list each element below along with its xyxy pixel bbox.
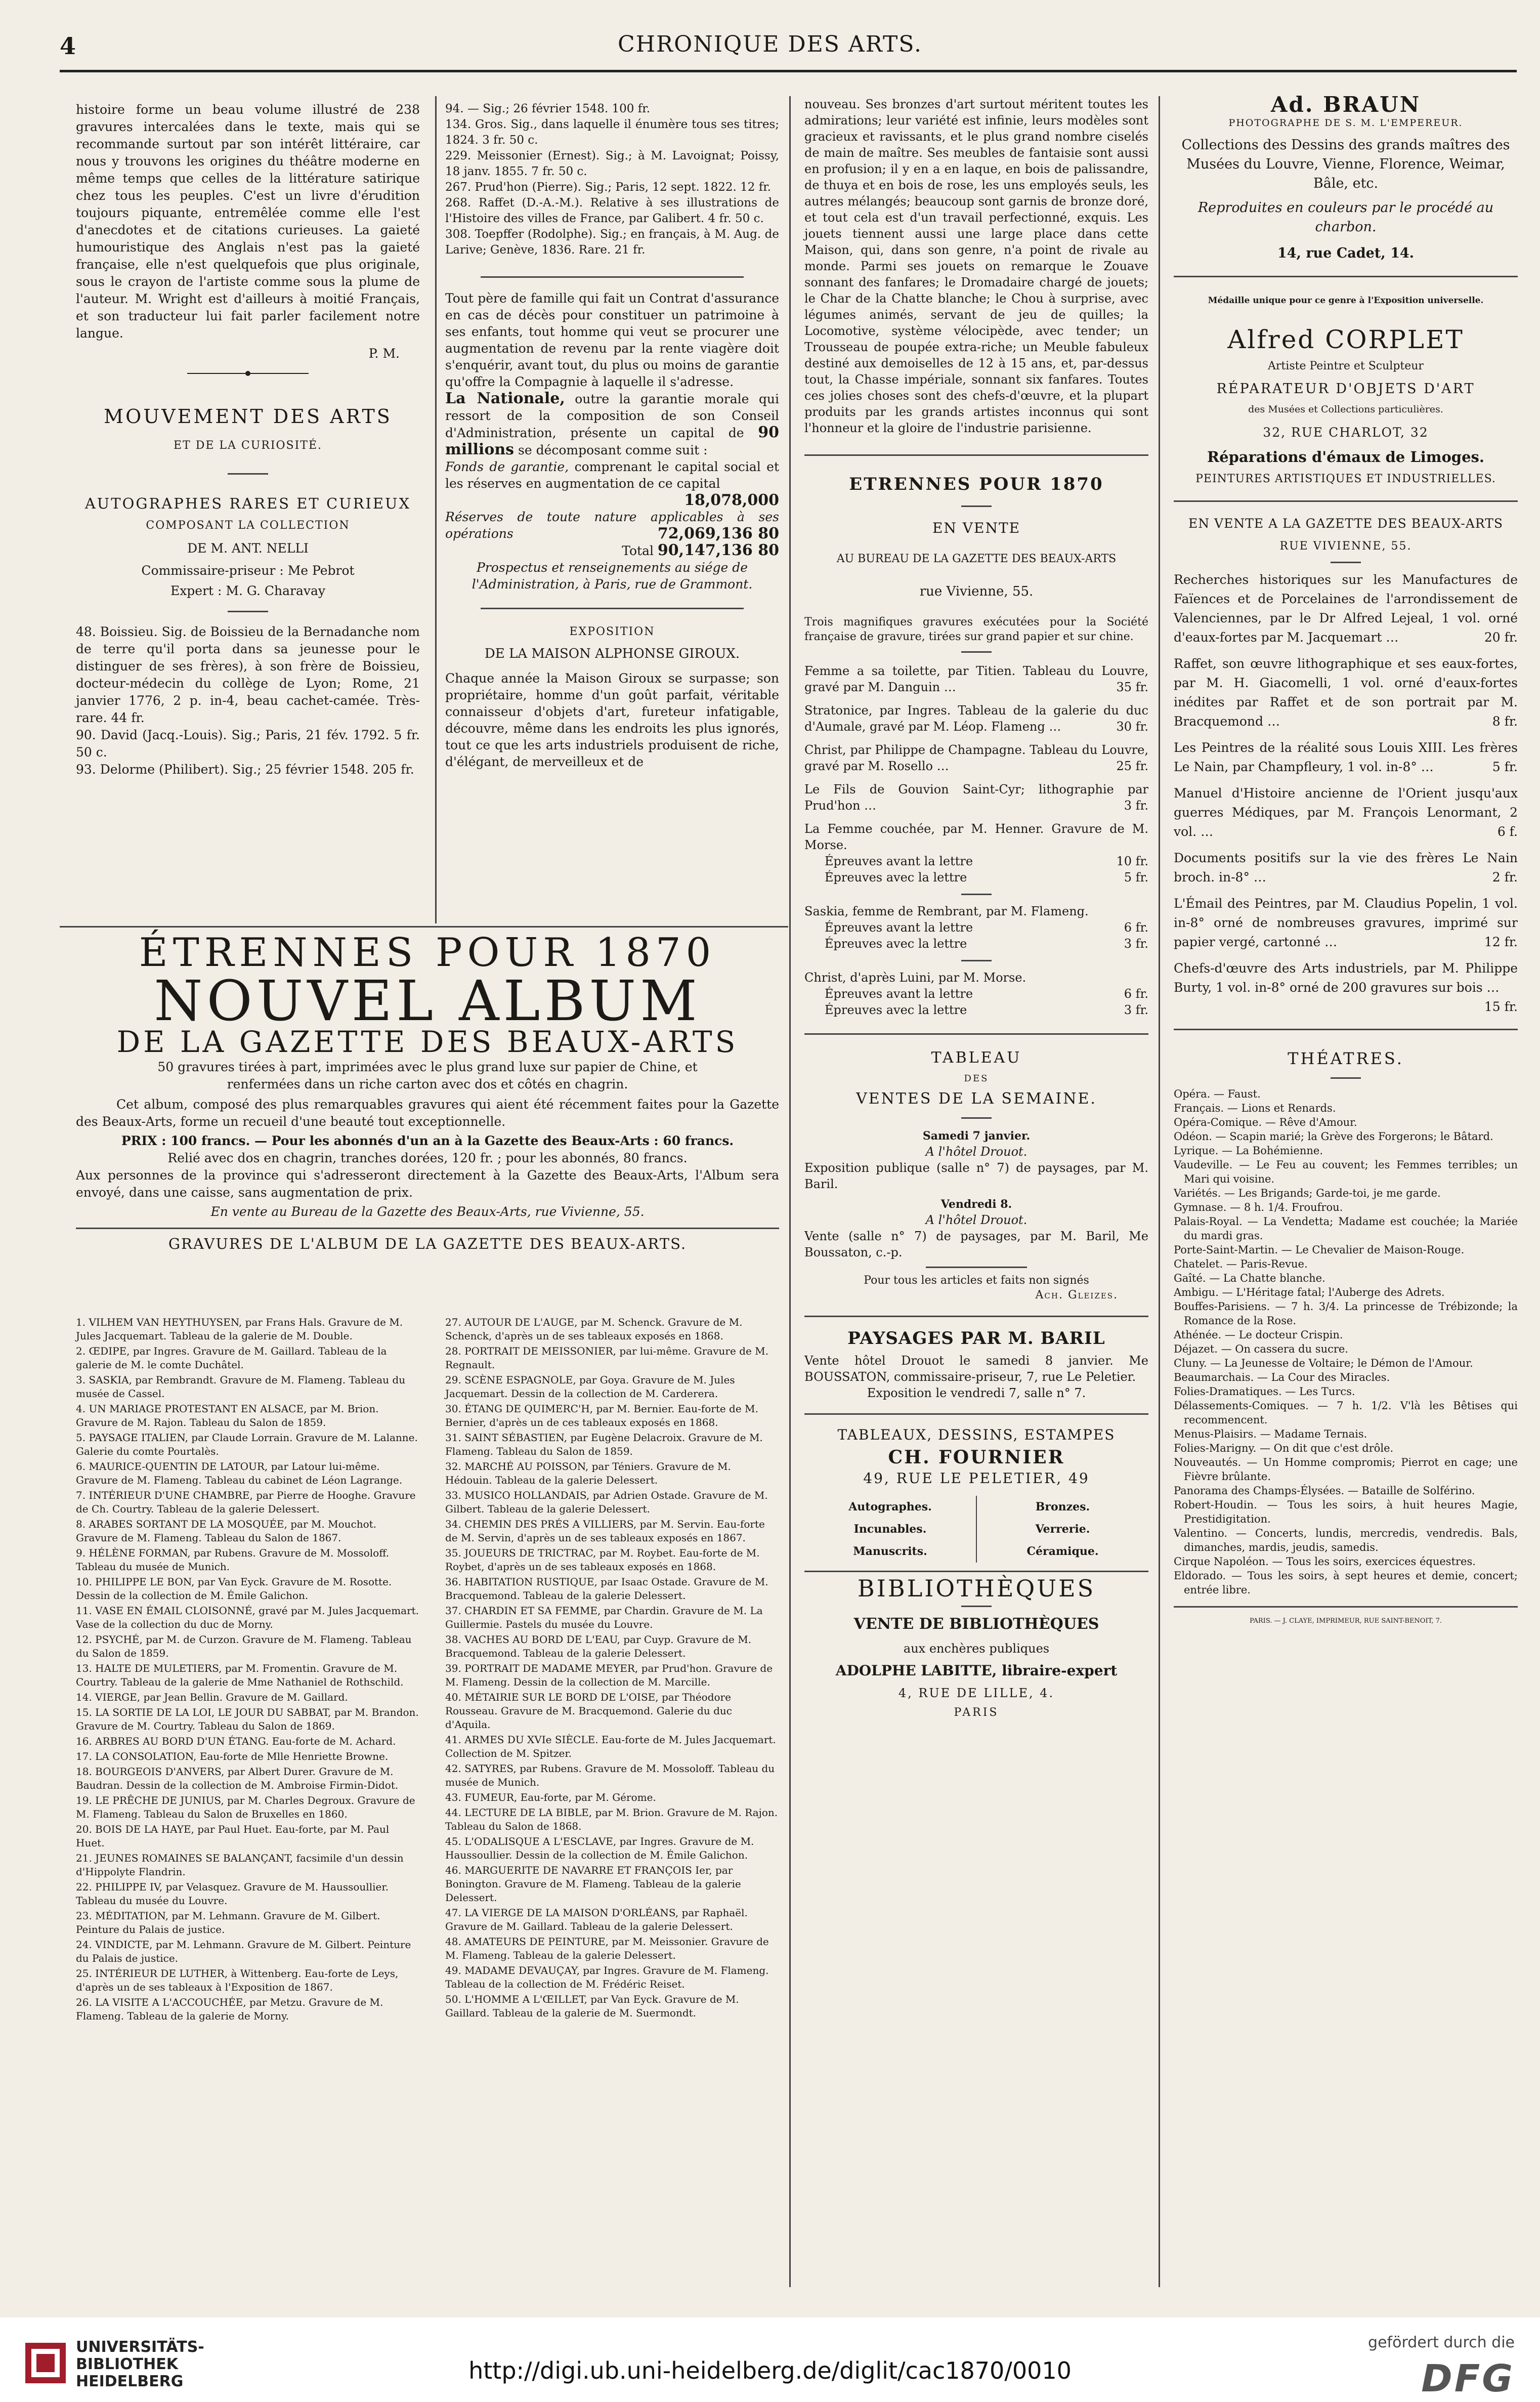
album-province: Aux personnes de la province qui s'adresseront directement à la Gazette des Beaux-Arts, l'Album sera envoyé, dans une caisse, sans augmentation de prix. [76,1168,779,1200]
fournier-specialties [804,1496,1148,1563]
edition-price: 3 fr. [1124,1003,1148,1017]
header-rule [60,70,1517,72]
album-section [76,930,779,1252]
labitte: ADOLPHE LABITTE, libraire-expert [835,1662,1118,1679]
gravure-item: 9. HÉLÈNE FORMAN, par Rubens. Gravure de M. Mossoloff. Tableau du musée de Munich. [76,1547,390,1573]
column-1 [76,101,420,778]
theatres-title: THÉATRES. [1288,1049,1404,1068]
autograph-entry: 134. Gros. Sig., dans laquelle il énumère tous ses titres; 1824. 3 fr. 50 c. [445,118,779,147]
expo-text: Chaque année la Maison Giroux se surpasse; son propriétaire, homme d'un goût parfait, véritable connaisseur d'objets d'art, fureteur infatigable, découvre, même dans les endroits les plus ignorés, tout ce que les arts industriels produisent de riche, d'élégant, de merveilleux et de [445,671,779,769]
gravure-item: 29. SCÈNE ESPAGNOLE, par Goya. Gravure de M. Jules Jacquemart. Dessin de la collection de M. Carderera. [445,1374,735,1400]
gravure-item: 26. LA VISITE A L'ACCOUCHÉE, par Metzu. Gravure de M. Flameng. Tableau de la galerie de Morny. [76,1996,383,2022]
hotel: A l'hôtel Drouot. [925,1145,1028,1159]
print-price: 35 fr. [1116,680,1148,694]
column-rule [789,96,791,2287]
theatre-item: Palais-Royal. — La Vendetta; Madame est couchée; la Mariée du mardi gras. [1174,1215,1518,1242]
theatre-item: Lyrique. — La Bohémienne. [1174,1145,1323,1157]
theatre-item: Opéra. — Faust. [1174,1088,1261,1100]
section-rule [1174,1606,1518,1608]
theatre-item: Cluny. — La Jeunesse de Voltaire; le Démon de l'Amour. [1174,1357,1473,1369]
reserves-label: Réserves de toute nature applicables à ses opérations [445,510,779,541]
gravure-item: 38. VACHES AU BORD DE L'EAU, par Cuyp. Gravure de M. Bracquemond. Tableau de la galerie Delessert. [445,1633,752,1659]
print-title: Stratonice, par Ingres. Tableau de la galerie du duc d'Aumale, gravé par M. Léop. Flameng [804,703,1148,734]
edition-price: 10 fr. [1116,854,1148,868]
corplet-peint: PEINTURES ARTISTIQUES ET INDUSTRIELLES. [1195,473,1496,485]
fournier-addr: 49, RUE LE PELETIER, 49 [863,1470,1090,1487]
gravure-item: 23. MÉDITATION, par M. Lehmann. Gravure de M. Gilbert. Peinture du Palais de justice. [76,1910,380,1935]
album-relie: Relié avec dos en chagrin, tranches dorées, 120 fr. ; pour les abonnés, 80 francs. [167,1151,688,1165]
editions [804,919,1148,952]
paysages-text: Vente hôtel Drouot le samedi 8 janvier. Me BOUSSATON, commissaire-priseur, 7, rue Le Peletier. [804,1354,1148,1384]
theatre-item: Eldorado. — Tous les soirs, à sept heures et demie, concert; entrée libre. [1174,1570,1518,1596]
braun-addr: 14, rue Cadet, 14. [1277,245,1415,261]
gravure-item: 10. PHILIPPE LE BON, par Van Eyck. Gravure de M. Rosotte. Dessin de la collection de M. Émile Galichon. [76,1576,392,1602]
gravure-item: 13. HALTE DE MULETIERS, par M. Fromentin. Gravure de M. Courtry. Tableau de la galerie de Mme Nathaniel de Rothschild. [76,1662,404,1688]
paysages-title: PAYSAGES PAR M. BARIL [847,1328,1105,1349]
gravure-item: 44. LECTURE DE LA BIBLE, par M. Brion. Gravure de M. Rajon. Tableau du Salon de 1868. [445,1806,778,1832]
book-price: 20 fr. [1484,630,1518,645]
prospectus: Prospectus et renseignements au siége de l'Administration, à Paris, rue de Grammont. [472,560,753,592]
gravure-item: 49. MADAME DEVAUÇAY, par Ingres. Gravure de M. Flameng. Tableau de la collection de M. Frédéric Reiset. [445,1964,769,1990]
edition-row [825,986,1148,1002]
short-rule [1331,562,1361,563]
book-title: Recherches historiques sur les Manufactures de Faïences et de Porcelaines de l'arrondissement de Valenciennes, par le Dr Alfred Lejeal, 1 vol. orné d'eaux-fortes par M. Jacquemart [1174,572,1518,645]
fournier-head: TABLEAUX, DESSINS, ESTAMPES [837,1426,1116,1443]
editions [804,853,1148,886]
gravure-item: 1. VILHEM VAN HEYTHUYSEN, par Frans Hals. Gravure de M. Jules Jacquemart. Tableau de la galerie de M. Double. [76,1316,403,1342]
fournier-name: CH. FOURNIER [888,1447,1065,1468]
trois-gravures: Trois magnifiques gravures exécutées pour la Société française de gravure, tirées sur grand papier et sur chine. [804,616,1148,643]
theatre-item: Vaudeville. — Le Feu au couvent; les Femmes terribles; un Mari qui voisine. [1174,1159,1518,1185]
theatre-item: Nouveautés. — Un Homme compromis; Pierrot en cage; une Fièvre brûlante. [1174,1456,1518,1483]
gravure-item: 21. JEUNES ROMAINES SE BALANÇANT, facsimile d'un dessin d'Hippolyte Flandrin. [76,1852,404,1878]
saskia: Saskia, femme de Rembrant, par M. Flameng. [804,904,1089,918]
gravure-item: 6. MAURICE-QUENTIN DE LATOUR, par Latour lui-même. Gravure de M. Flameng. Tableau du cabinet de Léon Lagrange. [76,1460,403,1486]
print-item: Stratonice, par Ingres. Tableau de la galerie du duc d'Aumale, gravé par M. Léop. Flameng … 30 fr. [804,703,1148,734]
print-item: Femme a sa toilette, par Titien. Tableau du Louvre, gravé par M. Danguin … 35 fr. [804,664,1148,694]
short-rule [961,505,992,507]
album-subtitle: DE LA GAZETTE DES BEAUX-ARTS [116,1025,739,1059]
short-rule [228,611,268,612]
autograph-entry: 229. Meissonier (Ernest). Sig.; à M. Lavoignat; Poissy, 18 janv. 1855. 7 fr. 50 c. [445,149,779,178]
book-title: Les Peintres de la réalité sous Louis XIII. Les frères Le Nain, par Champfleury, 1 vol. in-8° [1174,740,1518,774]
theatre-item: Folies-Marigny. — On dit que c'est drôle. [1174,1442,1394,1454]
short-rule [961,651,992,653]
ornament-divider [182,369,314,377]
library-name-line: UNIVERSITÄTS- [76,2338,204,2356]
expo-publique: Exposition publique (salle n° 7) de paysages, par M. Baril. [804,1161,1148,1191]
theatre-item: Opéra-Comique. — Rêve d'Amour. [1174,1116,1357,1128]
theatre-item: Français. — Lions et Renards. [1174,1102,1336,1114]
fonds-label: Fonds de garantie, [445,459,569,474]
section-rule [60,926,788,928]
corplet-mus: des Musées et Collections particulières. [1248,404,1443,415]
specialty: Céramique. [1026,1545,1099,1558]
section-rule [481,608,744,609]
album-title: NOUVEL ALBUM [154,968,701,1033]
autograph-entry: 94. — Sig.; 26 février 1548. 100 fr. [445,102,651,115]
page-number: 4 [60,32,76,60]
paysages-expo: Exposition le vendredi 7, salle n° 7. [867,1386,1086,1400]
print-price: 3 fr. [1124,798,1148,813]
gravure-item: 35. JOUEURS DE TRICTRAC, par M. Roybet. Eau-forte de M. Roybet, d'après un de ses tableaux exposés en 1868. [445,1547,760,1573]
theatre-item: Gaîté. — La Chatte blanche. [1174,1272,1325,1284]
funded-by: gefördert durch die [1368,2334,1515,2351]
en-vente: EN VENTE [932,520,1021,536]
giroux-text: nouveau. Ses bronzes d'art surtout méritent toutes les admirations; leur variété est infinie, leurs modèles sont gracieux et ravissants, et le plus grand nombre ciselés de main de maître. Ses meubles de fantaisie sont aussi en profusion; il y en a en laque, en bois de palissandre, de thuya et en bois de rose, les uns employés seuls, les autres mélangés; beaucoup sont garnis de bronze doré, et tout cela est d'un travail perfectionné, exquis. Les jouets tiennent aussi une large place dans cette Maison, qui, dans son genre, n'a point de rivale au monde. Parmi ses jouets on remarque le Zouave sonnant des fanfares; le Dromadaire chargé de jouets; le Char de la Chatte blanche; le Chou à surprise, avec légumes animés, servant de jeu de quilles; la Locomotive, système vélocipède, avec tender; un Trousseau de poupée extra-riche; un Meuble fabuleux destiné aux demoiselles de 12 à 15 ans, et, par-dessus tout, la Chasse impériale, sonnant six fanfares. Toutes ces jolies choses sont des chefs-d'œuvre, et la plupart produits par les grands artistes inconnus qui sont l'honneur et la gloire de l'industrie parisienne. [804,97,1148,435]
vente-salle: Vente (salle n° 7) de paysages, par M. Baril, Me Boussaton, c.-p. [804,1229,1148,1259]
gravure-item: 30. ÉTANG DE QUIMERC'H, par M. Bernier. Eau-forte de M. Bernier, d'après un de ces tableaux exposés en 1868. [445,1403,758,1428]
christ-luini: Christ, d'après Luini, par M. Morse. [804,971,1026,985]
book-title: Documents positifs sur la vie des frères Le Nain broch. in-8° [1174,851,1518,884]
source-url[interactable]: http://digi.ub.uni-heidelberg.de/diglit/cac1870/0010 [468,2357,1072,2384]
expo-label: EXPOSITION [569,625,655,638]
theatre-item: Robert-Houdin. — Tous les soirs, à huit heures Magie, Prestidigitation. [1174,1499,1518,1525]
insurance-text-3: se décomposant comme suit : [518,443,708,457]
gravure-item: 47. LA VIERGE DE LA MAISON D'ORLÉANS, par Raphaël. Gravure de M. Gaillard. Tableau de la galerie Delessert. [445,1907,748,1932]
theatre-item: Délassements-Comiques. — 7 h. 1/2. V'là les Bêtises qui recommencent. [1174,1400,1518,1426]
bibliotheques-title: BIBLIOTHÈQUES [857,1575,1096,1602]
gravure-item: 12. PSYCHÉ, par M. de Curzon. Gravure de M. Flameng. Tableau du Salon de 1859. [76,1633,412,1659]
book-title: Manuel d'Histoire ancienne de l'Orient jusqu'aux guerres Médiques, par M. François Lenormant, 2 vol. [1174,786,1518,839]
vente-gazette: EN VENTE A LA GAZETTE DES BEAUX-ARTS [1188,516,1504,531]
section-rule [76,1228,779,1229]
tableau-des: DES [964,1073,989,1084]
book-price: 12 fr. [1484,935,1518,949]
editions [804,986,1148,1018]
edition-label: Épreuves avant la lettre [825,987,973,1001]
reserves-amount: 72,069,136 80 [657,525,779,542]
corplet-addr: 32, RUE CHARLOT, 32 [1263,425,1429,440]
section-rule [481,276,744,278]
autograph-entry: 48. Boissieu. Sig. de Boissieu de la Bernadanche nom de terre qu'il porta dans sa jeunesse pour le distinguer de ses frères), à son frère de Boissieu, docteur-médecin du collège de Lyon; Rome, 21 janvier 1776, 2 p. in-4, beau cachet-camée. Très-rare. 44 fr. [76,624,420,725]
section-rule [804,454,1148,456]
book-title: Raffet, son œuvre lithographique et ses eaux-fortes, par M. H. Giacomelli, 1 vol. orné d'eaux-fortes inédites par Raffet et de son portrait par M. Bracquemond [1174,656,1518,729]
vente-rue: RUE VIVIENNE, 55. [1279,540,1412,553]
edition-row [825,936,1148,952]
autograph-entry: 268. Raffet (D.-A.-M.). Relative à ses illustrations de l'Histoire des villes de France, par Galibert. 4 fr. 50 c. [445,196,779,225]
gravure-item: 25. INTÉRIEUR DE LUTHER, à Wittenberg. Eau-forte de Leys, d'après un de ses tableaux à l'Exposition de 1867. [76,1967,399,1993]
short-rule [961,960,992,961]
book-item: Raffet, son œuvre lithographique et ses eaux-fortes, par M. H. Giacomelli, 1 vol. orné d'eaux-fortes inédites par Raffet et de son portrait par M. Bracquemond … 8 fr. [1174,654,1518,731]
gravures-list-right [445,1316,779,2021]
braun-repro: Reproduites en couleurs par le procédé au charbon. [1197,200,1494,235]
edition-row [825,1002,1148,1018]
short-rule [961,1606,992,1607]
book-price: 6 f. [1497,824,1518,839]
corplet-name: Alfred CORPLET [1227,325,1464,354]
gravure-item: 15. LA SORTIE DE LA LOI, LE JOUR DU SABBAT, par M. Brandon. Gravure de M. Courtry. Tableau du Salon de 1869. [76,1706,419,1732]
gravure-item: 16. ARBRES AU BORD D'UN ÉTANG. Eau-forte de M. Achard. [76,1735,396,1747]
section-rule [1174,1029,1518,1030]
print-title: Christ, par Philippe de Champagne. Tableau du Louvre, gravé par M. Rosello [804,743,1148,773]
short-rule [228,473,268,475]
specialty: Incunables. [853,1523,927,1536]
print-price: 30 fr. [1116,720,1148,734]
gravure-item: 50. L'HOMME A L'ŒILLET, par Van Eyck. Gravure de M. Gaillard. Tableau de la galerie de M. Suermondt. [445,1993,739,2019]
theatre-item: Porte-Saint-Martin. — Le Chevalier de Maison-Rouge. [1174,1244,1465,1256]
autograph-entry: 267. Prud'hon (Pierre). Sig.; Paris, 12 sept. 1822. 12 fr. [445,181,771,194]
imprimeur: PARIS. — J. CLAYE, IMPRIMEUR, RUE SAINT-BENOIT, 7. [1249,1617,1442,1625]
total-label: Total [622,543,654,558]
autographes-composant: COMPOSANT LA COLLECTION [146,519,350,532]
library-name-line: HEIDELBERG [76,2373,184,2390]
book-price: 5 fr. [1492,760,1518,774]
section-subtitle: ET DE LA CURIOSITÉ. [173,439,323,452]
album-intro: 50 gravures tirées à part, imprimées avec le plus grand luxe sur papier de Chine, et renfermées dans un riche carton avec dos et côtés en chagrin. [157,1060,698,1091]
gravure-item: 39. PORTRAIT DE MADAME MEYER, par Prud'hon. Gravure de M. Flameng. Dessin de la collection de M. Marcille. [445,1662,773,1688]
fonds-text: comprenant le capital social et les réserves en augmentation de ce capital [445,459,779,491]
theatre-item: Beaumarchais. — La Cour des Miracles. [1174,1371,1390,1383]
print-item: Christ, par Philippe de Champagne. Tableau du Louvre, gravé par M. Rosello … 25 fr. [804,743,1148,773]
gravure-item: 45. L'ODALISQUE A L'ESCLAVE, par Ingres. Gravure de M. Haussoullier. Dessin de la collection de M. Émile Galichon. [445,1835,754,1861]
short-rule [961,894,992,895]
gravure-item: 17. LA CONSOLATION, Eau-forte de Mlle Henriette Browne. [76,1750,389,1762]
column-rule [435,96,437,923]
gravures-list-left [76,1316,420,2025]
gravure-item: 18. BOURGEOIS D'ANVERS, par Albert Durer. Gravure de M. Baudran. Dessin de la collection de M. Ambroise Firmin-Didot. [76,1765,399,1791]
book-list [1174,570,1518,1017]
print-title: Femme a sa toilette, par Titien. Tableau du Louvre, gravé par M. Danguin [804,664,1148,694]
ach-gleizes: Ach. Gleizes. [1035,1289,1118,1301]
gravure-item: 37. CHARDIN ET SA FEMME, par Chardin. Gravure de M. La Guillermie. Pastels du musée du Louvre. [445,1605,763,1630]
library-name-line: BIBLIOTHEK [76,2355,178,2373]
fonds-amount: 18,078,000 [684,491,779,509]
specialty: Manuscrits. [853,1545,927,1558]
autographes-title: AUTOGRAPHES RARES ET CURIEUX [84,495,411,512]
book-item: Manuel d'Histoire ancienne de l'Orient jusqu'aux guerres Médiques, par M. François Lenormant, 2 vol. … 6 f. [1174,784,1518,841]
edition-price: 6 fr. [1124,920,1148,935]
theatre-item: Athénée. — Le docteur Crispin. [1174,1329,1343,1341]
samedi: Samedi 7 janvier. [922,1129,1031,1143]
rue: rue Vivienne, 55. [919,584,1034,599]
gravure-item: 5. PAYSAGE ITALIEN, par Claude Lorrain. Gravure de M. Lalanne. Galerie du comte Pourtalès. [76,1431,418,1457]
ventes-title: VENTES DE LA SEMAINE. [856,1090,1097,1108]
gravure-item: 22. PHILIPPE IV, par Velasquez. Gravure de M. Haussoullier. Tableau du musée du Louvre. [76,1881,389,1907]
signature: P. M. [368,346,400,361]
gravure-item: 8. ARABES SORTANT DE LA MOSQUÉE, par M. Mouchot. Gravure de M. Flameng. Tableau du Salon de 1867. [76,1518,377,1544]
aux-encheres: aux enchères publiques [903,1641,1050,1656]
expert: Expert : M. G. Charavay [170,583,326,598]
theatre-item: Chatelet. — Paris-Revue. [1174,1258,1308,1270]
gravure-item: 11. VASE EN ÉMAIL CLOISONNÉ, gravé par M. Jules Jacquemart. Vase de la collection du duc de Morny. [76,1605,419,1630]
labitte-addr: 4, RUE DE LILLE, 4. [898,1686,1055,1700]
edition-label: Épreuves avant la lettre [825,920,973,935]
column-rule [1159,96,1160,2287]
album-etrennes: ÉTRENNES POUR 1870 [139,930,716,976]
section-rule [804,1033,1148,1035]
commissaire: Commissaire-priseur : Me Pebrot [141,563,355,578]
corplet-sub: Artiste Peintre et Sculpteur [1268,360,1424,372]
edition-price: 6 fr. [1124,987,1148,1001]
specialty: Verrerie. [1035,1523,1090,1536]
gravure-item: 32. MARCHÉ AU POISSON, par Téniers. Gravure de M. Hédouin. Tableau de la galerie Delessert. [445,1460,731,1486]
theatre-item: Cirque Napoléon. — Tous les soirs, exercices équestres. [1174,1555,1476,1568]
album-en-vente: En vente au Bureau de la Gazette des Beaux-Arts, rue Vivienne, 55. [210,1204,645,1219]
vendredi: Vendredi 8. [940,1198,1012,1211]
edition-label: Épreuves avant la lettre [825,854,973,868]
gravure-item: 34. CHEMIN DES PRÉS A VILLIERS, par M. Servin. Eau-forte de M. Servin, d'après un de ses tableaux exposés en 1867. [445,1518,765,1544]
autographes-de: DE M. ANT. NELLI [187,541,309,556]
section-rule [1174,276,1518,277]
theatre-item: Valentino. — Concerts, lundis, mercredis, vendredis. Bals, dimanches, mardis, jeudis, samedis. [1174,1527,1518,1553]
short-rule [1331,1077,1361,1079]
medaille: Médaille unique pour ce genre à l'Exposition universelle. [1208,296,1484,306]
book-price: 15 fr. [1484,999,1518,1014]
gravure-item: 4. UN MARIAGE PROTESTANT EN ALSACE, par M. Brion. Gravure de M. Rajon. Tableau du Salon de 1859. [76,1403,379,1428]
insurance-company: La Nationale, [445,390,565,407]
edition-row [825,869,1148,886]
book-item: Chefs-d'œuvre des Arts industriels, par M. Philippe Burty, 1 vol. in-8° orné de 200 gravures sur bois … 15 fr. [1174,959,1518,1017]
theatre-item: Menus-Plaisirs. — Madame Ternais. [1174,1428,1367,1440]
braun-name: Ad. BRAUN [1270,92,1421,117]
book-item: Documents positifs sur la vie des frères Le Nain broch. in-8° … 2 fr. [1174,849,1518,887]
expo-title: DE LA MAISON ALPHONSE GIROUX. [484,646,740,661]
section-rule [1174,500,1518,502]
theatre-item: Gymnase. — 8 h. 1/4. Froufrou. [1174,1201,1343,1213]
edition-label: Épreuves avec la lettre [825,937,967,951]
section-title: MOUVEMENT DES ARTS [104,405,392,428]
theatre-item: Bouffes-Parisiens. — 7 h. 3/4. La princesse de Trébizonde; la Romance de la Rose. [1174,1300,1518,1327]
column-4 [1174,92,1518,1629]
edition-row [825,853,1148,869]
tableau-title: TABLEAU [931,1049,1022,1067]
album-intro-2: Cet album, composé des plus remarquables gravures qui aient été récemment faites pour la Gazette des Beaux-Arts, forme un recueil d'une beauté tout exceptionnelle. [76,1097,779,1129]
theatre-list [1174,1087,1518,1597]
print-title: Le Fils de Gouvion Saint-Cyr; lithographie par Prud'hon [804,782,1148,813]
edition-price: 3 fr. [1124,937,1148,951]
section-rule [804,1316,1148,1317]
gravure-item: 42. SATYRES, par Rubens. Gravure de M. Mossoloff. Tableau du musée de Munich. [445,1762,775,1788]
autograph-entry: 90. David (Jacq.-Louis). Sig.; Paris, 21 fév. 1792. 5 fr. 50 c. [76,728,420,760]
insurance-capital: 90 millions [445,424,780,458]
print-list [804,663,1148,814]
section-rule [804,1413,1148,1415]
theatre-item: Ambigu. — L'Héritage fatal; l'Auberge des Adrets. [1174,1286,1445,1298]
gravure-item: 27. AUTOUR DE L'AUGE, par M. Schenck. Gravure de M. Schenck, d'après un de ses tableaux exposés en 1868. [445,1316,743,1342]
specialty: Autographes. [848,1500,932,1513]
short-rule [926,1267,1027,1268]
gravure-item: 40. MÉTAIRIE SUR LE BORD DE L'OISE, par Théodore Rousseau. Gravure de M. Bracquemond. Galerie du duc d'Aquila. [445,1691,732,1731]
gravure-item: 24. VINDICTE, par M. Lehmann. Gravure de M. Gilbert. Peinture du Palais de justice. [76,1939,411,1964]
paris: PARIS [954,1706,999,1719]
print-item: Le Fils de Gouvion Saint-Cyr; lithographie par Prud'hon … 3 fr. [804,782,1148,813]
hotel: A l'hôtel Drouot. [925,1213,1028,1227]
gravure-item: 36. HABITATION RUSTIQUE, par Isaac Ostade. Gravure de M. Bracquemond. Tableau de la galerie Delessert. [445,1576,768,1602]
edition-label: Épreuves avec la lettre [825,870,967,884]
autograph-entry: 93. Delorme (Philibert). Sig.; 25 février 1548. 205 fr. [76,762,414,777]
gravure-item: 14. VIERGE, par Jean Bellin. Gravure de M. Gaillard. [76,1691,348,1703]
book-title: Chefs-d'œuvre des Arts industriels, par M. Philippe Burty, 1 vol. in-8° orné de 200 gravures sur bois [1174,961,1518,995]
gravure-item: 20. BOIS DE LA HAYE, par Paul Huet. Eau-forte, par M. Paul Huet. [76,1823,390,1849]
dfg-logo: DFG [1421,2357,1515,2400]
album-price: PRIX : 100 francs. — Pour les abonnés d'un an à la Gazette des Beaux-Arts : 60 francs. [121,1133,734,1148]
short-rule [961,1117,992,1119]
femme-couchee: La Femme couchée, par M. Henner. Gravure de M. Morse. [804,822,1148,852]
theatre-item: Variétés. — Les Brigands; Garde-toi, je me garde. [1174,1187,1441,1199]
gravure-item: 31. SAINT SÉBASTIEN, par Eugène Delacroix. Gravure de M. Flameng. Tableau du Salon de 1859. [445,1431,763,1457]
print-price: 25 fr. [1116,759,1148,773]
gravure-item: 7. INTÉRIEUR D'UNE CHAMBRE, par Pierre de Hooghe. Gravure de Ch. Courtry. Tableau de la galerie Delessert. [76,1489,416,1515]
vente-bibl: VENTE DE BIBLIOTHÈQUES [853,1615,1099,1633]
book-item: L'Émail des Peintres, par M. Claudius Popelin, 1 vol. in-8° orné de nombreuses gravures, imprimé sur papier vergé, cartonné … 12 fr. [1174,894,1518,952]
theatre-item: Déjazet. — On cassera du sucre. [1174,1343,1349,1355]
theatre-item: Folies-Dramatiques. — Les Turcs. [1174,1385,1355,1398]
gravure-item: 19. LE PRÊCHE DE JUNIUS, par M. Charles Degroux. Gravure de M. Flameng. Tableau du Salon de Bruxelles en 1860. [76,1794,415,1820]
gravure-item: 28. PORTRAIT DE MEISSONIER, par lui-même. Gravure de M. Regnault. [445,1345,768,1371]
gravure-item: 2. ŒDIPE, par Ingres. Gravure de M. Gaillard. Tableau de la galerie de M. le comte Duchâtel. [76,1345,387,1371]
etrennes-title: ETRENNES POUR 1870 [849,474,1104,494]
gravure-item: 48. AMATEURS DE PEINTURE, par M. Meissonier. Gravure de M. Flameng. Tableau de la galerie Delessert. [445,1935,769,1961]
braun-sub: PHOTOGRAPHE DE S. M. L'EMPEREUR. [1228,117,1463,129]
gravure-item: 41. ARMES DU XVIe SIÈCLE. Eau-forte de M. Jules Jacquemart. Collection de M. Spitzer. [445,1734,776,1759]
specialty: Bronzes. [1035,1500,1090,1513]
gravure-item: 3. SASKIA, par Rembrandt. Gravure de M. Flameng. Tableau du musée de Cassel. [76,1374,406,1400]
corplet-emaux: Réparations d'émaux de Limoges. [1207,448,1484,466]
gravure-item: 46. MARGUERITE DE NAVARRE ET FRANÇOIS Ier, par Bonington. Gravure de M. Flameng. Tableau de la galerie Delessert. [445,1864,741,1904]
braun-text: Collections des Dessins des grands maîtres des Musées du Louvre, Vienne, Florence, Weimar, Bâle, etc. [1181,137,1510,191]
book-price: 8 fr. [1492,714,1518,729]
book-price: 2 fr. [1492,870,1518,884]
theatre-item: Odéon. — Scapin marié; la Grève des Forgerons; le Bâtard. [1174,1130,1493,1143]
book-item: Recherches historiques sur les Manufactures de Faïences et de Porcelaines de l'arrondissement de Valenciennes, par le Dr Alfred Lejeal, 1 vol. orné d'eaux-fortes par M. Jacquemart … 20 fr. [1174,570,1518,647]
book-item: Les Peintres de la réalité sous Louis XIII. Les frères Le Nain, par Champfleury, 1 vol. in-8° … 5 fr. [1174,738,1518,777]
gravure-item: 33. MUSICO HOLLANDAIS, par Adrien Ostade. Gravure de M. Gilbert. Tableau de la galerie Delessert. [445,1489,768,1515]
pour-tous: Pour tous les articles et faits non signés [864,1274,1089,1287]
autograph-entry: 308. Toepffer (Rodolphe). Sig.; en français, à M. Aug. de Larive; Genève, 1836. Rare. 21 fr. [445,228,779,257]
insurance-text-2: outre la garantie morale qui ressort de la composition de son Conseil d'Administration, présente un capital de [445,392,779,440]
gravure-item: 43. FUMEUR, Eau-forte, par M. Gérome. [445,1791,656,1803]
au-bureau: AU BUREAU DE LA GAZETTE DES BEAUX-ARTS [836,553,1117,565]
insurance-text: Tout père de famille qui fait un Contrat d'assurance en cas de décès pour constituer un patrimoine à ses enfants, tout homme qui veut se procurer une augmentation de revenu par la rente viagère doit s'enquérir, avant tout, du plus ou moins de garantie qu'offre la Compagnie à laquelle il s'adresse. [445,291,779,389]
edition-row [825,919,1148,936]
corplet-rep: RÉPARATEUR D'OBJETS D'ART [1216,381,1475,397]
edition-price: 5 fr. [1124,870,1148,884]
book-title: L'Émail des Peintres, par M. Claudius Popelin, 1 vol. in-8° orné de nombreuses gravures, imprimé sur papier vergé, cartonné [1174,896,1518,949]
theatre-item: Panorama des Champs-Élysées. — Bataille de Solférino. [1174,1485,1475,1497]
column-2 [445,101,779,770]
edition-label: Épreuves avec la lettre [825,1003,967,1017]
page-title: CHRONIQUE DES ARTS. [618,31,922,57]
total-amount: 90,147,136 80 [657,541,779,559]
gravures-title: GRAVURES DE L'ALBUM DE LA GAZETTE DES BEAUX-ARTS. [168,1235,687,1252]
section-rule [804,1571,1148,1572]
column-3 [804,96,1148,1720]
review-text: histoire forme un beau volume illustré de 238 gravures intercalées dans le texte, mais qui se recommande surtout par son intérêt littéraire, car nous y trouvons les origines du théâtre moderne en même temps que celles de la littérature satirique chez tous les peuples. C'est un livre d'érudition toujours piquante, entremêlée comme elle l'est d'anecdotes et de citations curieuses. La gaieté humouristique des Anglais n'est pas la gaieté française, elle n'est quelquefois que plus originale, sous le crayon de l'artiste comme sous la plume de l'auteur. M. Wright est d'ailleurs à moitié Français, et son traducteur lui fait parler facilement notre langue. [76,102,420,341]
